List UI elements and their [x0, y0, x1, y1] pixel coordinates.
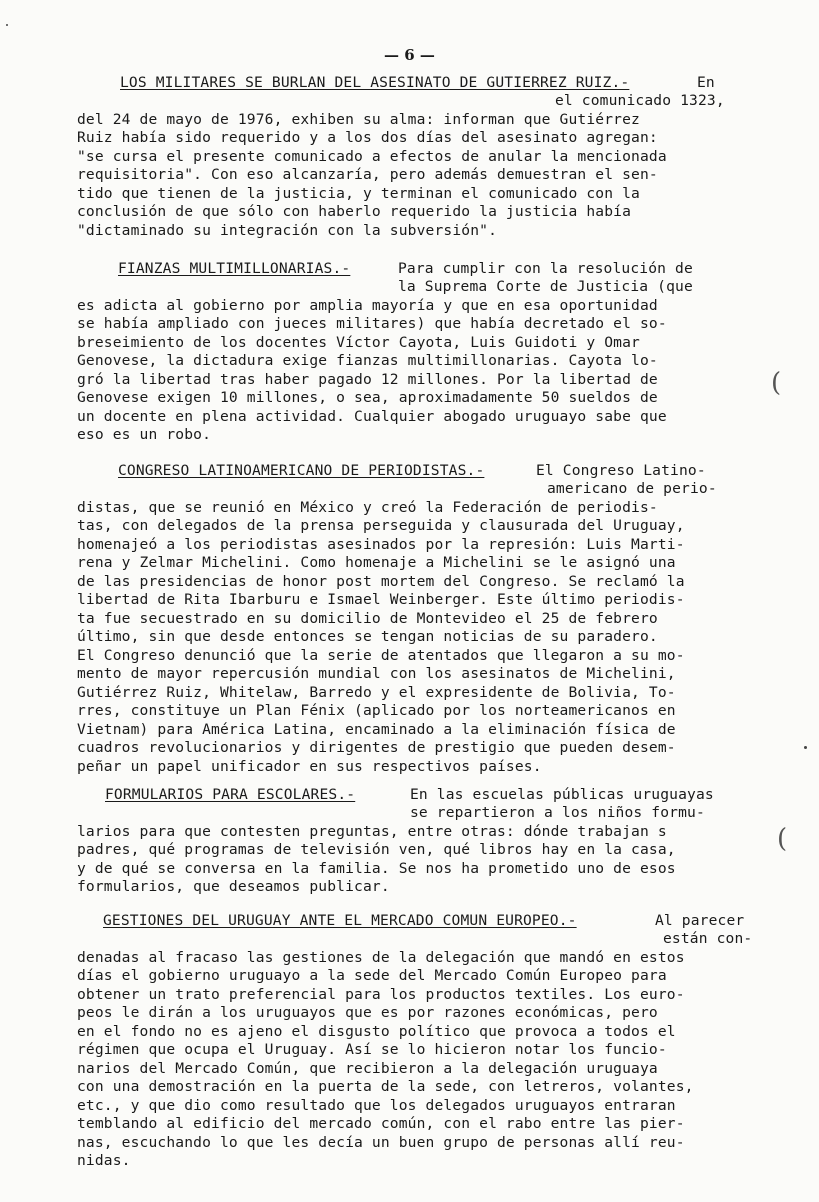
text-line: Gutiérrez Ruiz, Whitelaw, Barredo y el expresidente de Bolivia, To-	[77, 684, 676, 701]
section-heading: CONGRESO LATINOAMERICANO DE PERIODISTAS.-	[118, 462, 485, 479]
section-heading: FORMULARIOS PARA ESCOLARES.-	[105, 786, 356, 803]
text-line: El Congreso Latino-	[536, 462, 706, 479]
text-line: Para cumplir con la resolución de	[398, 260, 693, 277]
section-heading: FIANZAS MULTIMILLONARIAS.-	[118, 260, 351, 277]
text-line: del 24 de mayo de 1976, exhiben su alma: informan que Gutiérrez	[77, 111, 640, 128]
text-line: y de qué se conversa en la familia. Se nos ha prometido uno de esos	[77, 860, 676, 877]
text-line: etc., y que dio como resultado que los delegados uruguayos entraran	[77, 1097, 676, 1114]
text-line: Genovese exigen 10 millones, o sea, aproximadamente 50 sueldos de	[77, 389, 658, 406]
text-line: El Congreso denunció que la serie de atentados que llegaron a su mo-	[77, 647, 685, 664]
margin-speck	[804, 746, 807, 749]
text-line: peos le dirán a los uruguayos que es por razones económicas, pero	[77, 1004, 658, 1021]
text-line: están con-	[663, 930, 753, 947]
text-line: peñar un papel unificador en sus respectivos países.	[77, 758, 542, 775]
text-line: Vietnam) para América Latina, encaminado a la eliminación física de	[77, 721, 676, 738]
text-line: eso es un robo.	[77, 426, 212, 443]
text-line: obtener un trato preferencial para los productos textiles. Los euro-	[77, 986, 685, 1003]
text-line: en el fondo no es ajeno el disgusto político que provoca a todos el	[77, 1023, 676, 1040]
text-line: narios del Mercado Común, que recibieron a la delegación uruguaya	[77, 1060, 658, 1077]
text-line: requisitoria". Con eso alcanzaría, pero además demuestran el sen-	[77, 166, 658, 183]
text-line: temblando al edificio del mercado común, con el rabo entre las pier-	[77, 1115, 685, 1132]
text-line: el comunicado 1323,	[555, 92, 725, 109]
text-line: mento de mayor repercusión mundial con los asesinatos de Michelini,	[77, 665, 676, 682]
text-line: En las escuelas públicas uruguayas	[410, 786, 714, 803]
text-line: En	[697, 74, 715, 91]
text-line: "se cursa el presente comunicado a efectos de anular la mencionada	[77, 148, 667, 165]
text-line: rres, constituye un Plan Fénix (aplicado por los norteamericanos en	[77, 702, 676, 719]
text-line: Al parecer	[655, 912, 745, 929]
text-line: régimen que ocupa el Uruguay. Así se lo hicieron notar los funcio-	[77, 1041, 667, 1058]
text-line: se había ampliado con jueces militares) que había decretado el so-	[77, 315, 667, 332]
text-line: nidas.	[77, 1152, 131, 1169]
text-line: un docente en plena actividad. Cualquier abogado uruguayo sabe que	[77, 408, 667, 425]
text-line: nas, escuchando lo que les decía un buen grupo de personas allí reu-	[77, 1134, 685, 1151]
text-line: la Suprema Corte de Justicia (que	[398, 278, 693, 295]
margin-mark: (	[777, 824, 788, 854]
text-line: conclusión de que sólo con haberlo requerido la justicia había	[77, 203, 632, 220]
text-line: gró la libertad tras haber pagado 12 millones. Por la libertad de	[77, 371, 658, 388]
margin-mark: (	[771, 368, 782, 398]
text-line: larios para que contesten preguntas, entre otras: dónde trabajan s	[77, 823, 667, 840]
text-line: de las presidencias de honor post mortem del Congreso. Se reclamó la	[77, 573, 685, 590]
text-line: denadas al fracaso las gestiones de la delegación que mandó en estos	[77, 949, 685, 966]
text-line: rena y Zelmar Michelini. Como homenaje a Michelini se le asignó una	[77, 554, 676, 571]
margin-speck	[6, 24, 8, 26]
section-heading: LOS MILITARES SE BURLAN DEL ASESINATO DE GUTIERREZ RUIZ.-	[120, 74, 630, 91]
text-line: "dictaminado su integración con la subversión".	[77, 222, 498, 239]
text-line: padres, qué programas de televisión ven, qué libros hay en la casa,	[77, 841, 676, 858]
text-line: homenajeó a los periodistas asesinados por la represión: Luis Marti-	[77, 536, 685, 553]
text-line: Ruiz había sido requerido y a los dos días del asesinato agregan:	[77, 129, 658, 146]
text-line: libertad de Rita Ibarburu e Ismael Weinberger. Este último periodis-	[77, 591, 685, 608]
text-line: distas, que se reunió en México y creó la Federación de periodis-	[77, 499, 658, 516]
text-line: con una demostración en la puerta de la sede, con letreros, volantes,	[77, 1078, 694, 1095]
text-line: cuadros revolucionarios y dirigentes de prestigio que pueden desem-	[77, 739, 676, 756]
text-line: días el gobierno uruguayo a la sede del Mercado Común Europeo para	[77, 967, 667, 984]
section-heading: GESTIONES DEL URUGUAY ANTE EL MERCADO COMUN EUROPEO.-	[103, 912, 577, 929]
text-line: breseimiento de los docentes Víctor Cayota, Luis Guidoti y Omar	[77, 334, 640, 351]
text-line: ta fue secuestrado en su domicilio de Montevideo el 25 de febrero	[77, 610, 658, 627]
text-line: tas, con delegados de la prensa perseguida y clausurada del Uruguay,	[77, 517, 685, 534]
text-line: es adicta al gobierno por amplia mayoría y que en esa oportunidad	[77, 297, 658, 314]
text-line: tido que tienen de la justicia, y terminan el comunicado con la	[77, 185, 640, 202]
text-line: americano de perio-	[547, 480, 717, 497]
text-line: formularios, que deseamos publicar.	[77, 878, 390, 895]
page-number: — 6 —	[384, 46, 435, 64]
text-line: último, sin que desde entonces se tengan noticias de su paradero.	[77, 628, 658, 645]
text-line: se repartieron a los niños formu-	[410, 804, 705, 821]
text-line: Genovese, la dictadura exige fianzas multimillonarias. Cayota lo-	[77, 352, 658, 369]
